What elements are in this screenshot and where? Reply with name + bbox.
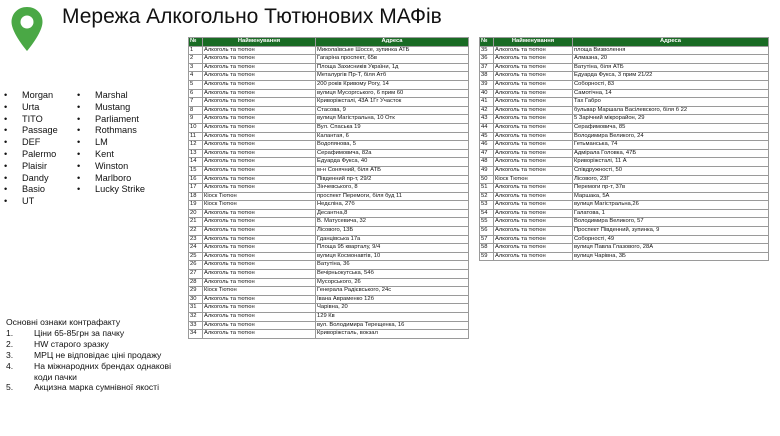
cell-no: 48 — [480, 158, 494, 167]
cell-name: Алкоголь та тютюн — [203, 227, 316, 236]
table-row — [189, 89, 469, 98]
cell-no: 56 — [480, 227, 494, 236]
cell-address: Серафимовича, 82а — [316, 149, 469, 158]
cell-no: 3 — [189, 63, 203, 72]
item-text: На міжнародних брендах однакові коди пачки — [34, 360, 172, 382]
cell-address: вулиця Магістральна,26 — [573, 201, 769, 210]
cell-no: 54 — [480, 209, 494, 218]
cell-name: Кіоск Тютюн — [494, 175, 573, 184]
table-row — [480, 46, 769, 55]
table-row — [189, 278, 469, 287]
cell-address: Площа Захисників України, 1д — [316, 63, 469, 72]
cell-no: 30 — [189, 295, 203, 304]
cell-no: 36 — [480, 55, 494, 64]
cell-name: Алкоголь та тютюн — [494, 132, 573, 141]
cell-address: Генерала Радієвського, 24с — [316, 287, 469, 296]
table-row — [189, 261, 469, 270]
table-row — [189, 175, 469, 184]
cell-address: Едуарда Фукса, 40 — [316, 158, 469, 167]
cell-address: м-н Сонячний, біля АТБ — [316, 166, 469, 175]
cell-address: Галатова, 1 — [573, 209, 769, 218]
cell-name: Алкоголь та тютюн — [494, 166, 573, 175]
cell-no: 4 — [189, 72, 203, 81]
shops-table-right — [479, 37, 769, 261]
cell-address: Площа 95 кварталу, 9/4 — [316, 244, 469, 253]
table-row — [480, 141, 769, 150]
cell-address: вулиця Космонавтів, 10 — [316, 252, 469, 261]
brand-list-right — [77, 90, 145, 196]
cell-address: вулиця Чарівна, 3Б — [573, 252, 769, 261]
counterfeit-item — [6, 328, 184, 339]
counterfeit-item — [6, 339, 184, 350]
brand-item: • Plaisir — [4, 161, 58, 173]
brand-item: • Marlboro — [77, 173, 145, 185]
cell-no: 31 — [189, 304, 203, 313]
cell-no: 59 — [480, 252, 494, 261]
cell-no: 41 — [480, 98, 494, 107]
brand-item: • Winston — [77, 161, 145, 173]
brand-item: • TITO — [4, 114, 58, 126]
cell-address: Десантна,8 — [316, 209, 469, 218]
cell-name: Алкоголь та тютюн — [494, 89, 573, 98]
brand-item: • Kent — [77, 149, 145, 161]
table-row — [189, 227, 469, 236]
brand-item: • UT — [4, 196, 58, 208]
brand-item: • Mustang — [77, 102, 145, 114]
table-row — [189, 63, 469, 72]
cell-name: Алкоголь та тютюн — [203, 80, 316, 89]
map-pin-icon — [10, 6, 44, 52]
table-row — [480, 235, 769, 244]
cell-address: Гагаріна проспект, 65в — [316, 55, 469, 64]
counterfeit-item — [6, 382, 184, 393]
cell-name: Алкоголь та тютюн — [203, 55, 316, 64]
table-row — [480, 89, 769, 98]
cell-address: Вечірньокутська, 54б — [316, 270, 469, 279]
cell-no: 2 — [189, 55, 203, 64]
cell-address: Металургів Пр-Т, біля Атб — [316, 72, 469, 81]
cell-name: Алкоголь та тютюн — [203, 115, 316, 124]
table-row — [480, 115, 769, 124]
cell-address: Криворіжсталь, вокзал — [316, 330, 469, 339]
table-row — [189, 149, 469, 158]
cell-no: 44 — [480, 123, 494, 132]
cell-name: Алкоголь та тютюн — [203, 63, 316, 72]
cell-name: Алкоголь та тютюн — [494, 123, 573, 132]
table-row — [189, 46, 469, 55]
cell-name: Алкоголь та тютюн — [203, 270, 316, 279]
col-header-name: Найменування — [494, 38, 573, 47]
table-row — [480, 63, 769, 72]
cell-name: Алкоголь та тютюн — [203, 209, 316, 218]
cell-name: Алкоголь та тютюн — [203, 321, 316, 330]
cell-address: Співдружності, 50 — [573, 166, 769, 175]
cell-name: Алкоголь та тютюн — [203, 330, 316, 339]
table-row — [189, 252, 469, 261]
table-row — [189, 201, 469, 210]
table-row — [189, 98, 469, 107]
cell-no: 40 — [480, 89, 494, 98]
cell-name: Алкоголь та тютюн — [203, 72, 316, 81]
cell-name: Алкоголь та тютюн — [494, 209, 573, 218]
brand-item: • Marshal — [77, 90, 145, 102]
brand-item: • Morgan — [4, 90, 58, 102]
brand-item: • Dandy — [4, 173, 58, 185]
cell-address: Ватутіна, біля АТБ — [573, 63, 769, 72]
cell-no: 49 — [480, 166, 494, 175]
table-row — [189, 321, 469, 330]
cell-address: 5 Зарічний мікрорайон, 29 — [573, 115, 769, 124]
cell-name: Алкоголь та тютюн — [203, 149, 316, 158]
cell-address: Серафимовича, 85 — [573, 123, 769, 132]
cell-name: Алкоголь та тютюн — [494, 218, 573, 227]
table-row — [189, 295, 469, 304]
cell-address: вулиця Павла Глазового, 28А — [573, 244, 769, 253]
table-row — [189, 287, 469, 296]
cell-address: Едуарда Фукса, 3 прим 21/22 — [573, 72, 769, 81]
table-row — [189, 184, 469, 193]
item-text: HW старого зразку — [34, 338, 109, 349]
table-row — [480, 252, 769, 261]
cell-name: Алкоголь та тютюн — [203, 252, 316, 261]
cell-address: вулиця Магістральна, 10 Отк — [316, 115, 469, 124]
col-header-no: № — [480, 38, 494, 47]
table-row — [189, 218, 469, 227]
cell-address: Вул. Спаська 19 — [316, 123, 469, 132]
item-number: 4. — [6, 360, 14, 371]
cell-name: Алкоголь та тютюн — [494, 149, 573, 158]
cell-name: Алкоголь та тютюн — [203, 218, 316, 227]
cell-no: 29 — [189, 287, 203, 296]
cell-no: 11 — [189, 132, 203, 141]
cell-address: Перемоги пр-т, 37в — [573, 184, 769, 193]
cell-name: Алкоголь та тютюн — [494, 46, 573, 55]
table-row — [189, 209, 469, 218]
cell-no: 5 — [189, 80, 203, 89]
table-row — [189, 304, 469, 313]
cell-no: 10 — [189, 123, 203, 132]
brand-item: • Palermo — [4, 149, 58, 161]
table-row — [189, 115, 469, 124]
cell-no: 6 — [189, 89, 203, 98]
cell-no: 20 — [189, 209, 203, 218]
cell-no: 51 — [480, 184, 494, 193]
cell-name: Алкоголь та тютюн — [203, 244, 316, 253]
cell-no: 45 — [480, 132, 494, 141]
table-row — [189, 106, 469, 115]
table-row — [480, 209, 769, 218]
cell-name: Алкоголь та тютюн — [494, 72, 573, 81]
cell-no: 57 — [480, 235, 494, 244]
cell-name: Алкоголь та тютюн — [494, 201, 573, 210]
table-row — [189, 72, 469, 81]
col-header-name: Найменування — [203, 38, 316, 47]
cell-name: Алкоголь та тютюн — [494, 158, 573, 167]
cell-name: Алкоголь та тютюн — [494, 98, 573, 107]
cell-no: 52 — [480, 192, 494, 201]
cell-no: 21 — [189, 218, 203, 227]
col-header-no: № — [189, 38, 203, 47]
cell-address: Соборності, 49 — [573, 235, 769, 244]
cell-address: Маршака, 5А — [573, 192, 769, 201]
cell-address: Гетьманська, 74 — [573, 141, 769, 150]
table-row — [189, 158, 469, 167]
table-row — [189, 80, 469, 89]
cell-name: Кіоск Тютюн — [203, 201, 316, 210]
counterfeit-item — [6, 361, 184, 383]
cell-no: 50 — [480, 175, 494, 184]
cell-address: 200 років Кривому Рогу, 14 — [316, 80, 469, 89]
table-row — [480, 132, 769, 141]
table-row — [480, 123, 769, 132]
cell-no: 13 — [189, 149, 203, 158]
cell-no: 38 — [480, 72, 494, 81]
table-row — [189, 235, 469, 244]
item-number: 5. — [6, 382, 14, 393]
item-text: МРЦ не відповідає ціні продажу — [34, 349, 162, 360]
cell-address: Проспект Південний, зупинка, 9 — [573, 227, 769, 236]
cell-no: 8 — [189, 106, 203, 115]
table-row — [480, 72, 769, 81]
brand-item: • DEF — [4, 137, 58, 149]
table-row — [480, 80, 769, 89]
table-row — [480, 98, 769, 107]
cell-name: Алкоголь та тютюн — [494, 184, 573, 193]
brand-item: • Urta — [4, 102, 58, 114]
cell-name: Алкоголь та тютюн — [203, 278, 316, 287]
cell-no: 46 — [480, 141, 494, 150]
table-row — [480, 184, 769, 193]
table-row — [480, 192, 769, 201]
cell-no: 7 — [189, 98, 203, 107]
brand-item: • Parliament — [77, 114, 145, 126]
cell-no: 34 — [189, 330, 203, 339]
cell-address: Ватутіна, 36 — [316, 261, 469, 270]
cell-no: 28 — [189, 278, 203, 287]
item-number: 1. — [6, 327, 14, 338]
cell-no: 12 — [189, 141, 203, 150]
cell-address: Тах Габро — [573, 98, 769, 107]
col-header-address: Адреса — [573, 38, 769, 47]
cell-no: 58 — [480, 244, 494, 253]
cell-address: Миколаївське Шоссе, зупинка АТБ — [316, 46, 469, 55]
cell-address: Адмірала Головка, 47Б — [573, 149, 769, 158]
brand-item: • LM — [77, 137, 145, 149]
table-row — [480, 175, 769, 184]
table-row — [480, 106, 769, 115]
cell-address: Калантая, 6 — [316, 132, 469, 141]
table-row — [480, 201, 769, 210]
cell-name: Алкоголь та тютюн — [203, 313, 316, 322]
counterfeit-item — [6, 350, 184, 361]
shops-table-left — [188, 37, 469, 339]
cell-address: вул. Володимира Терещенка, 16 — [316, 321, 469, 330]
cell-no: 14 — [189, 158, 203, 167]
cell-name: Алкоголь та тютюн — [203, 132, 316, 141]
cell-no: 53 — [480, 201, 494, 210]
brand-item: • Rothmans — [77, 125, 145, 137]
cell-address: Лісового, 23Г — [573, 175, 769, 184]
cell-address: Південний пр-т, 29/2 — [316, 175, 469, 184]
cell-address: Чарівна, 20 — [316, 304, 469, 313]
table-row — [480, 55, 769, 64]
table-row — [189, 244, 469, 253]
cell-address: Недєліна, 27б — [316, 201, 469, 210]
cell-address: Івана Авраменко 12б — [316, 295, 469, 304]
cell-no: 17 — [189, 184, 203, 193]
cell-no: 39 — [480, 80, 494, 89]
col-header-address: Адреса — [316, 38, 469, 47]
cell-no: 43 — [480, 115, 494, 124]
counterfeit-heading: Основні ознаки контрафакту — [6, 317, 121, 327]
cell-address: Мусорського, 26 — [316, 278, 469, 287]
cell-name: Алкоголь та тютюн — [494, 244, 573, 253]
brand-list-left — [4, 90, 58, 208]
cell-no: 33 — [189, 321, 203, 330]
item-number: 3. — [6, 349, 14, 360]
cell-no: 42 — [480, 106, 494, 115]
cell-no: 18 — [189, 192, 203, 201]
cell-name: Алкоголь та тютюн — [494, 55, 573, 64]
cell-name: Алкоголь та тютюн — [203, 261, 316, 270]
cell-address: Водопянова, 5 — [316, 141, 469, 150]
cell-name: Алкоголь та тютюн — [494, 141, 573, 150]
cell-name: Алкоголь та тютюн — [494, 235, 573, 244]
cell-no: 47 — [480, 149, 494, 158]
cell-address: вулиця Мусоргського, 6 прим 60 — [316, 89, 469, 98]
cell-no: 24 — [189, 244, 203, 253]
table-row — [480, 149, 769, 158]
cell-name: Алкоголь та тютюн — [203, 304, 316, 313]
cell-name: Алкоголь та тютюн — [494, 252, 573, 261]
table-row — [189, 330, 469, 339]
cell-address: площа Визволення — [573, 46, 769, 55]
cell-address: Алмазна, 20 — [573, 55, 769, 64]
cell-address: бульвар Маршала Васілевского, біля б 22 — [573, 106, 769, 115]
cell-address: Володимира Великого, 24 — [573, 132, 769, 141]
cell-address: Володимира Великого, 57 — [573, 218, 769, 227]
cell-address: В. Матусевича, 32 — [316, 218, 469, 227]
cell-address: Зінчевського, 8 — [316, 184, 469, 193]
cell-no: 37 — [480, 63, 494, 72]
table-row — [189, 123, 469, 132]
cell-address: Гданцівська 17а — [316, 235, 469, 244]
cell-address: Соборності, 83 — [573, 80, 769, 89]
cell-address: Криворіжсталі, 43А 1Гг Участок — [316, 98, 469, 107]
table-row — [480, 166, 769, 175]
cell-no: 19 — [189, 201, 203, 210]
table-row — [189, 166, 469, 175]
cell-name: Алкоголь та тютюн — [203, 166, 316, 175]
cell-no: 1 — [189, 46, 203, 55]
cell-no: 25 — [189, 252, 203, 261]
cell-name: Алкоголь та тютюн — [203, 46, 316, 55]
cell-name: Алкоголь та тютюн — [203, 235, 316, 244]
cell-address: проспект Перемоги, біля буд 11 — [316, 192, 469, 201]
table-row — [480, 218, 769, 227]
cell-name: Алкоголь та тютюн — [494, 80, 573, 89]
cell-name: Кіоск Тютюн — [203, 287, 316, 296]
cell-address: Самотічна, 14 — [573, 89, 769, 98]
item-number: 2. — [6, 338, 14, 349]
table-row — [189, 141, 469, 150]
table-row — [480, 227, 769, 236]
counterfeit-signs — [6, 317, 184, 393]
cell-no: 23 — [189, 235, 203, 244]
cell-name: Алкоголь та тютюн — [203, 98, 316, 107]
cell-no: 26 — [189, 261, 203, 270]
cell-name: Алкоголь та тютюн — [203, 141, 316, 150]
cell-no: 15 — [189, 166, 203, 175]
cell-address: Стасова, 9 — [316, 106, 469, 115]
cell-name: Алкоголь та тютюн — [203, 158, 316, 167]
brand-item: • Basio — [4, 184, 58, 196]
cell-name: Алкоголь та тютюн — [203, 295, 316, 304]
cell-name: Алкоголь та тютюн — [203, 106, 316, 115]
table-row — [189, 313, 469, 322]
table-row — [189, 192, 469, 201]
table-row — [480, 158, 769, 167]
cell-address: 129 Кв — [316, 313, 469, 322]
brand-item: • Passage — [4, 125, 58, 137]
cell-name: Алкоголь та тютюн — [203, 89, 316, 98]
cell-name: Алкоголь та тютюн — [494, 192, 573, 201]
cell-address: Криворіжсталі, 11 А — [573, 158, 769, 167]
item-text: Акцизна марка сумнівної якості — [34, 382, 160, 393]
cell-name: Алкоголь та тютюн — [203, 184, 316, 193]
brand-item: • Lucky Strike — [77, 184, 145, 196]
cell-name: Алкоголь та тютюн — [494, 106, 573, 115]
cell-address: Лісового, 13Б — [316, 227, 469, 236]
cell-no: 32 — [189, 313, 203, 322]
cell-name: Алкоголь та тютюн — [203, 175, 316, 184]
cell-name: Алкоголь та тютюн — [494, 115, 573, 124]
table-row — [480, 244, 769, 253]
cell-no: 27 — [189, 270, 203, 279]
table-row — [189, 55, 469, 64]
table-row — [189, 132, 469, 141]
cell-name: Алкоголь та тютюн — [494, 63, 573, 72]
cell-name: Кіоск Тютюн — [203, 192, 316, 201]
cell-no: 9 — [189, 115, 203, 124]
page-title: Мережа Алкогольно Тютюнових МАФів — [62, 5, 442, 28]
cell-no: 55 — [480, 218, 494, 227]
cell-no: 22 — [189, 227, 203, 236]
cell-name: Алкоголь та тютюн — [494, 227, 573, 236]
table-row — [189, 270, 469, 279]
cell-no: 16 — [189, 175, 203, 184]
cell-name: Алкоголь та тютюн — [203, 123, 316, 132]
item-text: Ціни 65-85грн за пачку — [34, 327, 125, 338]
cell-no: 35 — [480, 46, 494, 55]
